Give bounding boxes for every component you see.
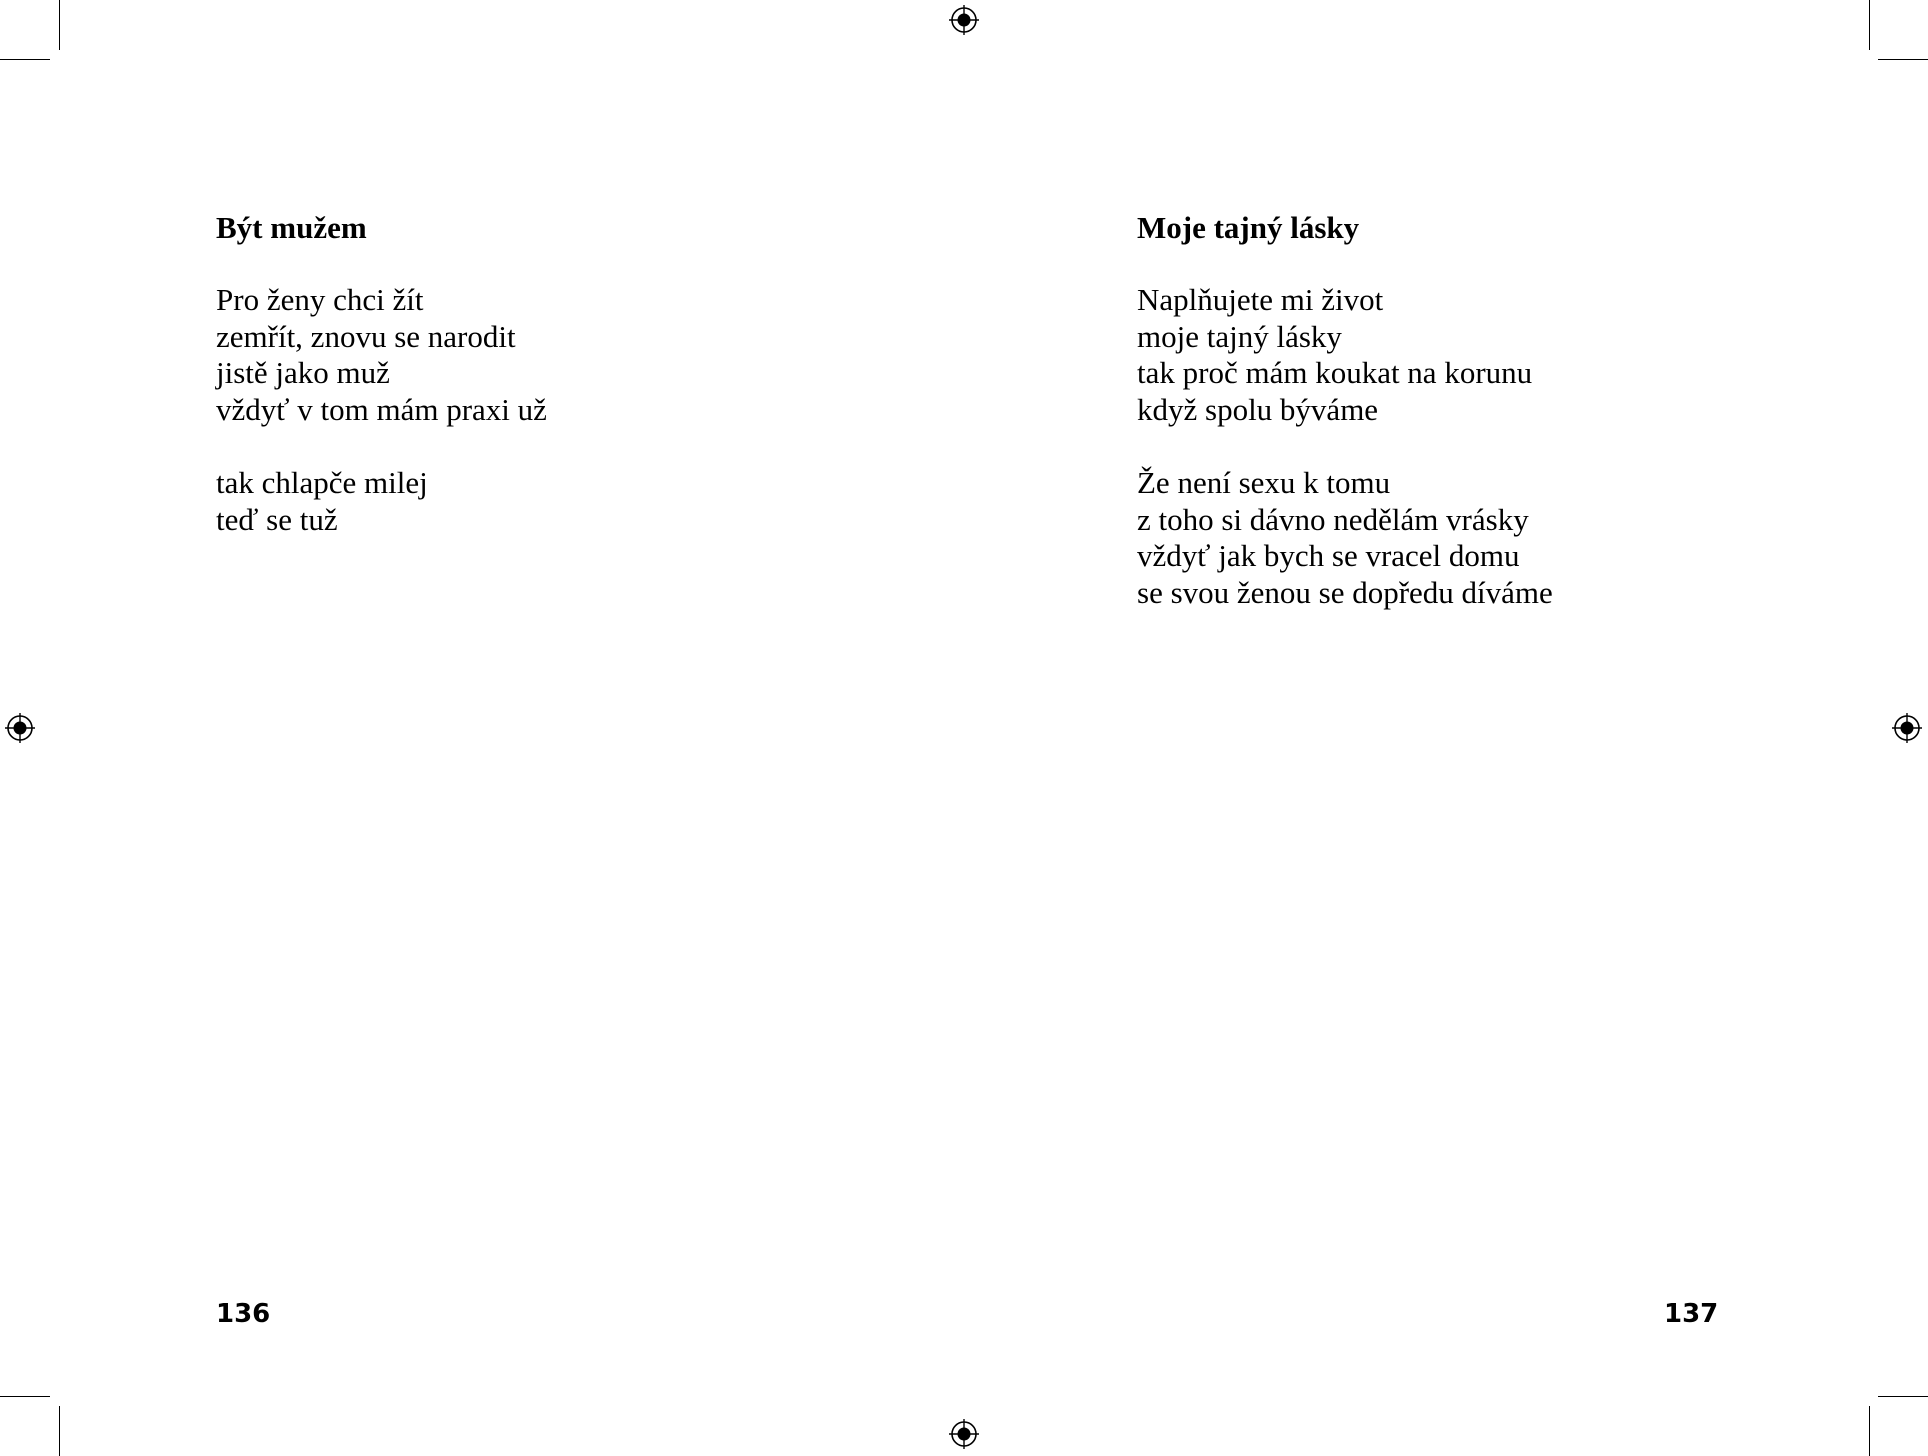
- registration-mark-icon: [5, 713, 35, 743]
- verse-line: zemřít, znovu se narodit: [216, 318, 516, 354]
- crop-mark-bottom-left-vertical: [59, 1406, 60, 1456]
- stanza: [216, 282, 547, 429]
- verse-line: Naplňujete mi život: [1137, 282, 1384, 317]
- crop-mark-top-left-vertical: [59, 0, 60, 50]
- poem-left: [216, 208, 547, 574]
- verse-line: vždyť jak bych se vracel domu: [1137, 538, 1520, 574]
- verse-line: teď se tuž: [216, 501, 338, 537]
- verse-line: vždyť v tom mám praxi už: [216, 392, 547, 428]
- crop-mark-top-right-horizontal: [1878, 59, 1928, 60]
- stanza: [1137, 282, 1553, 429]
- page-number: 136: [216, 1299, 271, 1329]
- crop-mark-bottom-right-vertical: [1869, 1406, 1870, 1456]
- verse-line: jistě jako muž: [216, 355, 390, 391]
- verse-line: když spolu býváme: [1137, 392, 1379, 428]
- verse-line: Že není sexu k tomu: [1137, 464, 1391, 500]
- crop-mark-top-left-horizontal: [0, 59, 50, 60]
- poem-title: Být mužem: [216, 210, 367, 245]
- verse-line: tak chlapče milej: [216, 464, 428, 500]
- crop-mark-top-right-vertical: [1869, 0, 1870, 50]
- poem-title: Moje tajný lásky: [1137, 210, 1360, 245]
- stanza: [1137, 465, 1553, 612]
- crop-mark-bottom-left-horizontal: [0, 1396, 50, 1397]
- poem-right: [1137, 208, 1553, 648]
- verse-line: z toho si dávno nedělám vrásky: [1137, 501, 1529, 537]
- verse-line: moje tajný lásky: [1137, 318, 1342, 354]
- verse-line: tak proč mám koukat na korunu: [1137, 355, 1533, 391]
- registration-mark-icon: [949, 5, 979, 35]
- registration-mark-icon: [1892, 713, 1922, 743]
- page-number: 137: [1664, 1299, 1719, 1329]
- registration-mark-icon: [949, 1419, 979, 1449]
- verse-line: se svou ženou se dopředu díváme: [1137, 574, 1553, 610]
- crop-mark-bottom-right-horizontal: [1878, 1396, 1928, 1397]
- right-page: [964, 0, 1928, 1456]
- verse-line: Pro ženy chci žít: [216, 282, 424, 317]
- stanza: [216, 465, 547, 538]
